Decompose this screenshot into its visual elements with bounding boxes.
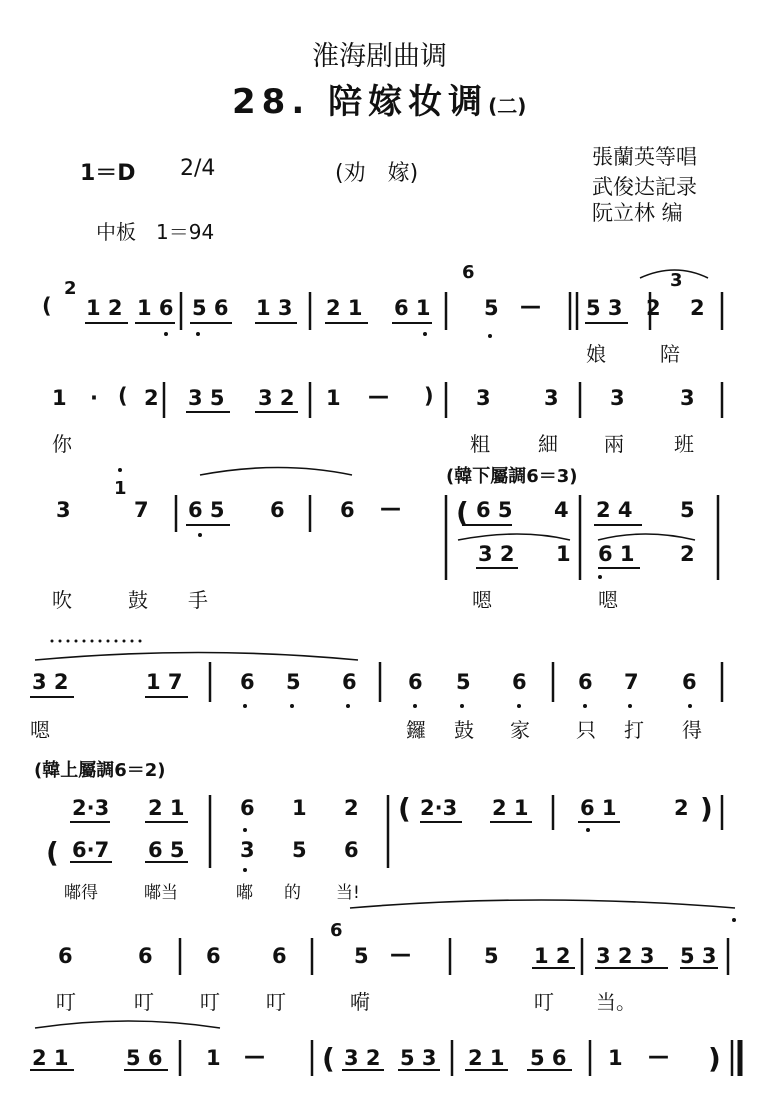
lyric: 手 (188, 588, 208, 612)
note: 3 (544, 386, 559, 410)
note-group: 2 1 (326, 296, 363, 320)
lyric: 兩 (604, 432, 624, 456)
lyric: 鼓 (454, 718, 474, 742)
note: 2 (144, 386, 159, 410)
lyric: 嗯 (472, 588, 492, 612)
lyric: 叮 (534, 990, 554, 1014)
close-paren: ) (708, 1042, 721, 1075)
dash: — (368, 384, 389, 408)
lyric: 的 (284, 883, 301, 903)
lyric: 吹 (52, 588, 72, 612)
lyric: 嘟得 (64, 883, 98, 903)
lyric: 鑼 (406, 718, 426, 742)
lyric: 娘 (586, 342, 606, 366)
grace-note: 6 (330, 920, 343, 941)
credit-editor: 阮立林 编 (592, 201, 683, 225)
note: 1 (206, 1046, 221, 1070)
note-group: 1 2 (86, 296, 123, 320)
dot: · (90, 386, 98, 410)
note-group: 6 5 (148, 838, 185, 862)
close-paren: ) (424, 384, 434, 408)
modulation-label: (韓上屬調6＝2) (34, 760, 166, 781)
note-group: 5 3 (586, 296, 623, 320)
note-group: 1 6 (137, 296, 174, 320)
note: 1 (292, 796, 307, 820)
note-group: 5 3 (680, 944, 717, 968)
note: 3 (476, 386, 491, 410)
lyric: 嘟 (236, 883, 253, 903)
note: 6 (682, 670, 697, 694)
lyric: 陪 (660, 342, 680, 366)
lyric: 当。 (596, 990, 636, 1014)
note-group: 1 3 (256, 296, 293, 320)
note: 1 (556, 542, 571, 566)
note-group: 5 6 (126, 1046, 163, 1070)
piece-variant: (二) (488, 94, 527, 118)
note: 2 (344, 796, 359, 820)
dash: — (380, 496, 401, 520)
note: 4 (554, 498, 569, 522)
grace-note: 1 (114, 478, 127, 499)
note-group: 2 1 (32, 1046, 69, 1070)
lyric: 得 (682, 718, 702, 742)
lyric: 嗯 (598, 588, 618, 612)
open-paren: ( (42, 294, 52, 318)
note-group: 6 1 (598, 542, 635, 566)
note: 6 (344, 838, 359, 862)
note: 2 (690, 296, 705, 320)
genre-title: 淮海剧曲调 (312, 41, 447, 72)
note-group: 3 2 (344, 1046, 381, 1070)
note: 6 (270, 498, 285, 522)
note-group: 5 6 (192, 296, 229, 320)
lyric: 嗯 (30, 718, 50, 742)
note-group: 6 1 (394, 296, 431, 320)
note-group: 1 2 (534, 944, 571, 968)
note: 7 (624, 670, 639, 694)
note: 6 (340, 498, 355, 522)
note-group: 5 3 (400, 1046, 437, 1070)
note: 5 (484, 296, 499, 320)
note: 5 (456, 670, 471, 694)
lyric: 只 (576, 718, 596, 742)
lyric: 嘟当 (144, 883, 178, 903)
lyric: 叮 (266, 990, 286, 1014)
time-signature: 2/4 (180, 156, 216, 181)
note: 6 (240, 796, 255, 820)
lyric: 打 (624, 718, 644, 742)
note: 5 (292, 838, 307, 862)
credit-recorder: 武俊达記录 (592, 175, 697, 199)
note: 6 (342, 670, 357, 694)
note: 7 (134, 498, 149, 522)
note-group: 5 6 (530, 1046, 567, 1070)
lyric: 嗬 (350, 990, 370, 1014)
open-paren: ( (46, 836, 59, 869)
note: 1 (326, 386, 341, 410)
open-paren: ( (322, 1042, 335, 1075)
note: 3 (240, 838, 255, 862)
note: 6 (206, 944, 221, 968)
note: 5 (354, 944, 369, 968)
lyric: 叮 (134, 990, 154, 1014)
note: 5 (286, 670, 301, 694)
dash: — (390, 942, 411, 966)
tempo-marking: 中板 1＝94 (96, 220, 215, 244)
note: 6 (512, 670, 527, 694)
note: 6 (408, 670, 423, 694)
note: 6 (578, 670, 593, 694)
open-paren: ( (398, 792, 411, 825)
note-group: 3 2 (258, 386, 295, 410)
note: 6 (272, 944, 287, 968)
note-group: 3 2 (32, 670, 69, 694)
lyric: 你 (52, 432, 72, 456)
note: 6 (58, 944, 73, 968)
credit-singers: 張蘭英等唱 (592, 145, 697, 169)
note-group: 6 5 (476, 498, 513, 522)
note: 2 (674, 796, 689, 820)
lyric: 当! (336, 883, 360, 903)
lyric: 粗 (470, 432, 490, 456)
open-paren: ( (118, 384, 128, 408)
note-group: 6 5 (188, 498, 225, 522)
note-group: 3 2 (478, 542, 515, 566)
key-signature: 1＝D (80, 161, 136, 186)
dash: — (648, 1044, 669, 1068)
note-group: 2·3 (72, 796, 110, 820)
note-group: 6·7 (72, 838, 110, 862)
note-group: 2 1 (148, 796, 185, 820)
note: 5 (680, 498, 695, 522)
note: 1 (52, 386, 67, 410)
lyric: 鼓 (128, 588, 148, 612)
close-paren: ) (700, 792, 713, 825)
piece-name: 陪嫁妆调 (328, 82, 489, 122)
note: 6 (240, 670, 255, 694)
lyric: 家 (510, 718, 530, 742)
grace-note: 3 (670, 270, 683, 291)
lyric: 叮 (200, 990, 220, 1014)
lyric: 班 (674, 432, 694, 456)
modulation-label: (韓下屬調6＝3) (446, 466, 578, 487)
piece-number: 28. (232, 82, 311, 122)
dash: — (244, 1044, 265, 1068)
open-paren: ( (456, 496, 469, 529)
note: 6 (138, 944, 153, 968)
note: 2 (680, 542, 695, 566)
note-group: 2 1 (492, 796, 529, 820)
lyric: 細 (538, 432, 558, 456)
note: 1 (608, 1046, 623, 1070)
grace-note: 6 (462, 262, 475, 283)
note-group: 2 4 (596, 498, 633, 522)
note-group: 1 7 (146, 670, 183, 694)
note-group: 3 2 3 (596, 944, 655, 968)
grace-note: 2 (64, 278, 77, 299)
note-group: 2·3 (420, 796, 458, 820)
note-group: 2 1 (468, 1046, 505, 1070)
note-group: 3 5 (188, 386, 225, 410)
note: 2 (646, 296, 661, 320)
note: 3 (680, 386, 695, 410)
note: 3 (610, 386, 625, 410)
lyric: 叮 (56, 990, 76, 1014)
note-group: 6 1 (580, 796, 617, 820)
scene-label: (劝 嫁) (335, 161, 419, 186)
note: 3 (56, 498, 71, 522)
dash: — (520, 294, 541, 318)
note: 5 (484, 944, 499, 968)
